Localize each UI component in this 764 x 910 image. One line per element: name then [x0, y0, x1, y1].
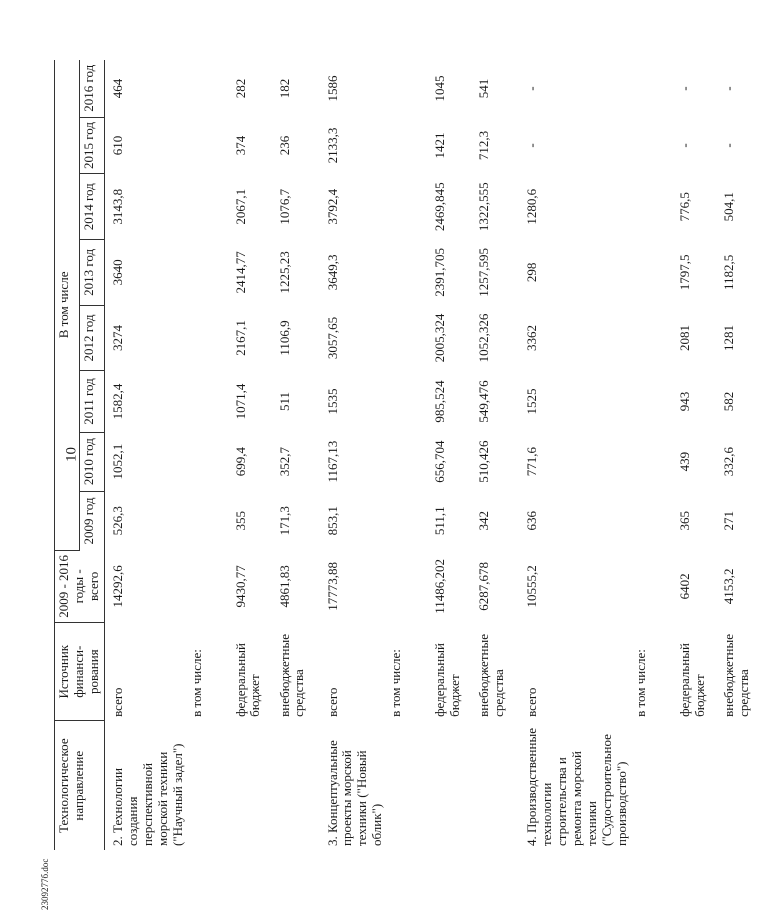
cell-value [188, 174, 232, 240]
cell-value: 526,3 [109, 506, 125, 536]
cell-value: 236 [276, 135, 292, 156]
cell-value [387, 240, 431, 306]
cell-value: 1076,7 [276, 188, 292, 225]
cell-value [387, 60, 431, 117]
cell-value: 610 [109, 135, 125, 156]
cell-value: 541 [476, 78, 492, 99]
cell-value: 1421 [432, 132, 448, 159]
page-number: 10 [63, 447, 80, 462]
cell-direction: 3. Концептуальные проекты морской техники ("Новый облик") [324, 740, 385, 846]
header-year: 2015 год [79, 117, 104, 174]
cell-value [632, 117, 676, 174]
header-year: 2009 год [79, 491, 104, 550]
cell-value: 17773,88 [324, 561, 340, 611]
cell-value: 9430,77 [232, 565, 248, 608]
cell-value: 504,1 [720, 192, 736, 222]
cell-value: 511,1 [432, 506, 448, 536]
cell-value: 11486,202 [432, 558, 448, 614]
cell-direction [232, 721, 276, 850]
cell-value: 1071,4 [232, 383, 248, 420]
cell-value: 636 [524, 510, 540, 531]
cell-value: 355 [232, 510, 248, 531]
cell-value: 374 [232, 135, 248, 156]
cell-direction [188, 721, 232, 850]
header-including: В том числе [55, 60, 80, 550]
cell-value [387, 550, 431, 622]
cell-value: 511 [276, 391, 292, 411]
cell-value [632, 371, 676, 432]
cell-value [632, 60, 676, 117]
cell-value: 3640 [109, 259, 125, 286]
table-row [431, 60, 475, 850]
cell-value [387, 305, 431, 371]
cell-value [387, 491, 431, 550]
cell-value: 1052,1 [109, 443, 125, 480]
cell-value [188, 432, 232, 491]
cell-source: всего [109, 687, 125, 717]
cell-value: 271 [720, 510, 736, 531]
cell-value: 352,7 [276, 447, 292, 477]
header-year: 2016 год [79, 60, 104, 117]
cell-value: 2414,77 [232, 251, 248, 294]
cell-direction: 2. Технологии создания перспективной морской техники ("Научный задел") [109, 743, 185, 846]
cell-direction [276, 721, 320, 850]
cell-value: 943 [676, 391, 692, 412]
cell-value [387, 432, 431, 491]
table-row [676, 60, 720, 850]
cell-value: 985,524 [432, 380, 448, 423]
cell-value: - [524, 86, 540, 91]
cell-source: внебюджетные средства [476, 634, 507, 717]
cell-value: 1182,5 [720, 254, 736, 291]
cell-direction [475, 721, 519, 850]
cell-value: 3143,8 [109, 188, 125, 225]
cell-value: 1167,13 [324, 440, 340, 483]
cell-direction [632, 721, 676, 850]
cell-value: 298 [524, 262, 540, 283]
cell-value: 1052,326 [476, 313, 492, 363]
cell-value [188, 117, 232, 174]
header-year: 2013 год [79, 240, 104, 306]
cell-value: 3057,65 [324, 316, 340, 360]
cell-value: 510,426 [476, 440, 492, 483]
table-row [104, 60, 187, 850]
cell-value: 1586 [324, 75, 340, 102]
cell-source: внебюджетные средства [276, 634, 307, 717]
cell-source: в том числе: [632, 649, 648, 717]
cell-value: 439 [676, 451, 692, 472]
cell-source: в том числе: [188, 649, 204, 717]
cell-value [387, 371, 431, 432]
cell-source: внебюджетные средства [720, 634, 751, 717]
cell-value [188, 491, 232, 550]
cell-value: 365 [676, 510, 692, 531]
footer-filename: 2309277б.doc [40, 858, 50, 910]
table-row [387, 60, 431, 850]
cell-value: 464 [109, 78, 125, 99]
cell-value: 3362 [524, 325, 540, 352]
cell-value: 1582,4 [109, 383, 125, 420]
cell-value: 3274 [109, 325, 125, 352]
cell-value [188, 371, 232, 432]
cell-value: 14292,6 [109, 565, 125, 608]
header-direction: Технологическое направление [55, 721, 105, 850]
cell-direction [676, 721, 720, 850]
cell-value: 1257,595 [476, 248, 492, 297]
cell-value: 4153,2 [720, 568, 736, 605]
cell-value: 6287,678 [476, 561, 492, 611]
cell-value [188, 550, 232, 622]
cell-value: - [720, 86, 736, 91]
table-row [188, 60, 232, 850]
cell-value: 1225,23 [276, 251, 292, 294]
cell-source: федеральный бюджет [232, 643, 263, 717]
cell-direction [387, 721, 431, 850]
cell-value: 853,1 [324, 506, 340, 536]
cell-direction: 4. Производственные технологии строительства и ремонта морской техники ("Судостроительное производство") [524, 728, 629, 846]
cell-value: 2067,1 [232, 188, 248, 225]
cell-value: 10555,2 [524, 565, 540, 608]
cell-value: 1281 [720, 325, 736, 352]
cell-value: 1322,555 [476, 182, 492, 232]
header-total: 2009 - 2016 годы - всего [55, 550, 105, 622]
cell-source: всего [524, 687, 540, 717]
cell-source: в том числе: [388, 649, 404, 717]
cell-value [632, 491, 676, 550]
cell-value: 1106,9 [276, 320, 292, 356]
cell-value [632, 305, 676, 371]
cell-value: 1535 [324, 388, 340, 415]
cell-value [632, 174, 676, 240]
cell-value: 1045 [432, 75, 448, 102]
cell-source: всего [324, 687, 340, 717]
cell-value: 2167,1 [232, 320, 248, 356]
cell-value: 582 [720, 391, 736, 412]
cell-value: 549,476 [476, 380, 492, 423]
cell-value [387, 174, 431, 240]
table-row [720, 60, 764, 850]
cell-value: 2081 [676, 325, 692, 352]
cell-source: федеральный бюджет [676, 643, 707, 717]
cell-value: 182 [276, 78, 292, 99]
cell-value [188, 60, 232, 117]
cell-value: 2133,3 [324, 127, 340, 164]
cell-value [632, 240, 676, 306]
cell-value: - [676, 143, 692, 148]
cell-value: 6402 [676, 573, 692, 600]
cell-value: 1280,6 [524, 188, 540, 225]
cell-direction [431, 721, 475, 850]
cell-value: 771,6 [524, 447, 540, 477]
cell-value [632, 432, 676, 491]
funding-table [54, 60, 764, 850]
cell-value: - [524, 143, 540, 148]
cell-value: 2391,705 [432, 248, 448, 297]
cell-value [188, 240, 232, 306]
header-year: 2014 год [79, 174, 104, 240]
cell-value: 776,5 [676, 192, 692, 222]
cell-source: федеральный бюджет [432, 643, 463, 717]
cell-value: 282 [232, 78, 248, 99]
table-row [320, 60, 388, 850]
cell-value: 332,6 [720, 447, 736, 477]
header-year: 2011 год [79, 371, 104, 432]
cell-value: - [676, 86, 692, 91]
cell-value: 342 [476, 510, 492, 531]
cell-value: 699,4 [232, 447, 248, 477]
header-source: Источник финанси-рования [55, 622, 105, 720]
cell-value: 1797,5 [676, 254, 692, 291]
table-row [276, 60, 320, 850]
cell-value [387, 117, 431, 174]
cell-direction [720, 721, 764, 850]
cell-value: - [720, 143, 736, 148]
cell-value: 3649,3 [324, 254, 340, 291]
cell-value: 2469,845 [432, 182, 448, 232]
header-year: 2010 год [79, 432, 104, 491]
table-row [232, 60, 276, 850]
rotated-table-container [54, 60, 751, 850]
table-row [519, 60, 632, 850]
cell-value: 1525 [524, 388, 540, 415]
cell-value: 2005,324 [432, 313, 448, 363]
table-row [632, 60, 676, 850]
cell-value: 4861,83 [276, 565, 292, 608]
header-year: 2012 год [79, 305, 104, 371]
cell-value [188, 305, 232, 371]
cell-value: 656,704 [432, 440, 448, 483]
cell-value: 712,3 [476, 130, 492, 161]
cell-value [632, 550, 676, 622]
cell-value: 171,3 [276, 506, 292, 536]
cell-value: 3792,4 [324, 188, 340, 225]
table-row [475, 60, 519, 850]
